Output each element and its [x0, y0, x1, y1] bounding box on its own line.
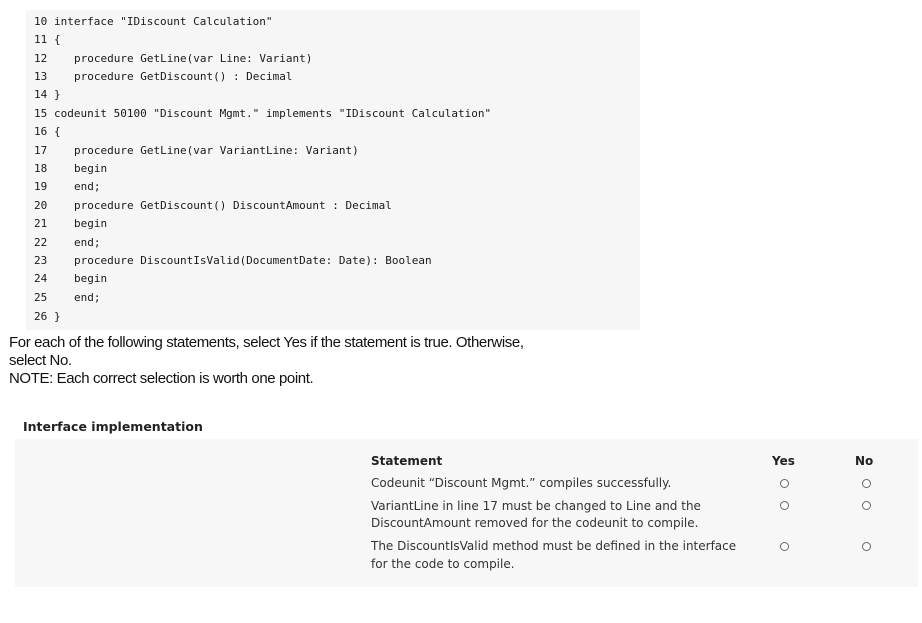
statement-3-no-radio[interactable]	[862, 542, 871, 551]
code-text: interface "IDiscount Calculation"	[54, 15, 273, 28]
line-number: 10	[34, 15, 48, 28]
header-yes: Yes	[772, 454, 795, 468]
line-number: 19	[34, 180, 48, 193]
line-number: 22	[34, 236, 48, 249]
code-line-15	[34, 105, 491, 123]
code-line-22	[34, 234, 101, 252]
statement-2-line-1: VariantLine in line 17 must be changed to Line and the	[371, 499, 701, 513]
code-line-21	[34, 215, 107, 233]
code-text: procedure DiscountIsValid(DocumentDate: Date): Boolean	[74, 254, 432, 267]
line-number: 21	[34, 217, 48, 230]
question-line-1: For each of the following statements, select Yes if the statement is true. Otherwise,	[9, 334, 524, 351]
code-text: begin	[74, 217, 108, 230]
code-line-24	[34, 270, 107, 288]
statement-2-line-2: DiscountAmount removed for the codeunit to compile.	[371, 516, 699, 530]
code-line-23	[34, 252, 432, 270]
statement-table	[15, 439, 918, 587]
line-number: 13	[34, 70, 48, 83]
code-block	[26, 10, 640, 330]
code-text: }	[54, 310, 61, 323]
header-no: No	[855, 454, 874, 468]
code-line-26	[34, 308, 61, 326]
code-text: end;	[74, 291, 101, 304]
line-number: 23	[34, 254, 48, 267]
question-note: NOTE: Each correct selection is worth one point.	[9, 370, 314, 387]
statement-1-yes-radio[interactable]	[780, 479, 789, 488]
line-number: 25	[34, 291, 48, 304]
statement-3-yes-radio[interactable]	[780, 542, 789, 551]
code-line-10	[34, 13, 273, 31]
code-text: }	[54, 88, 61, 101]
code-line-25	[34, 289, 101, 307]
code-line-12	[34, 50, 312, 68]
code-line-19	[34, 178, 101, 196]
line-number: 11	[34, 33, 48, 46]
code-text: begin	[74, 272, 108, 285]
line-number: 18	[34, 162, 48, 175]
question-line-2: select No.	[9, 352, 72, 369]
line-number: 14	[34, 88, 48, 101]
line-number: 15	[34, 107, 48, 120]
code-line-14	[34, 86, 61, 104]
code-line-13	[34, 68, 293, 86]
statement-3-line-2: for the code to compile.	[371, 557, 515, 571]
line-number: 16	[34, 125, 48, 138]
line-number: 20	[34, 199, 48, 212]
header-statement: Statement	[371, 454, 443, 468]
statement-2-no-radio[interactable]	[862, 501, 871, 510]
statement-3-line-1: The DiscountIsValid method must be defined in the interface	[371, 539, 737, 553]
line-number: 12	[34, 52, 48, 65]
code-text: procedure GetDiscount() : Decimal	[74, 70, 293, 83]
code-line-16	[34, 123, 61, 141]
line-number: 24	[34, 272, 48, 285]
code-text: codeunit 50100 "Discount Mgmt." implements "IDiscount Calculation"	[54, 107, 492, 120]
code-line-20	[34, 197, 392, 215]
line-number: 26	[34, 310, 48, 323]
code-text: {	[54, 125, 61, 138]
code-line-18	[34, 160, 107, 178]
code-text: end;	[74, 180, 101, 193]
section-heading: Interface implementation	[23, 419, 203, 434]
code-line-11	[34, 31, 61, 49]
code-text: procedure GetDiscount() DiscountAmount : Decimal	[74, 199, 392, 212]
code-text: end;	[74, 236, 101, 249]
question-text	[9, 334, 609, 388]
code-text: {	[54, 33, 61, 46]
statement-1-no-radio[interactable]	[862, 479, 871, 488]
code-text: begin	[74, 162, 108, 175]
code-text: procedure GetLine(var VariantLine: Variant)	[74, 144, 359, 157]
code-line-17	[34, 142, 359, 160]
code-text: procedure GetLine(var Line: Variant)	[74, 52, 313, 65]
line-number: 17	[34, 144, 48, 157]
statement-1-line-1: Codeunit “Discount Mgmt.” compiles successfully.	[371, 476, 672, 490]
statement-2-yes-radio[interactable]	[780, 501, 789, 510]
